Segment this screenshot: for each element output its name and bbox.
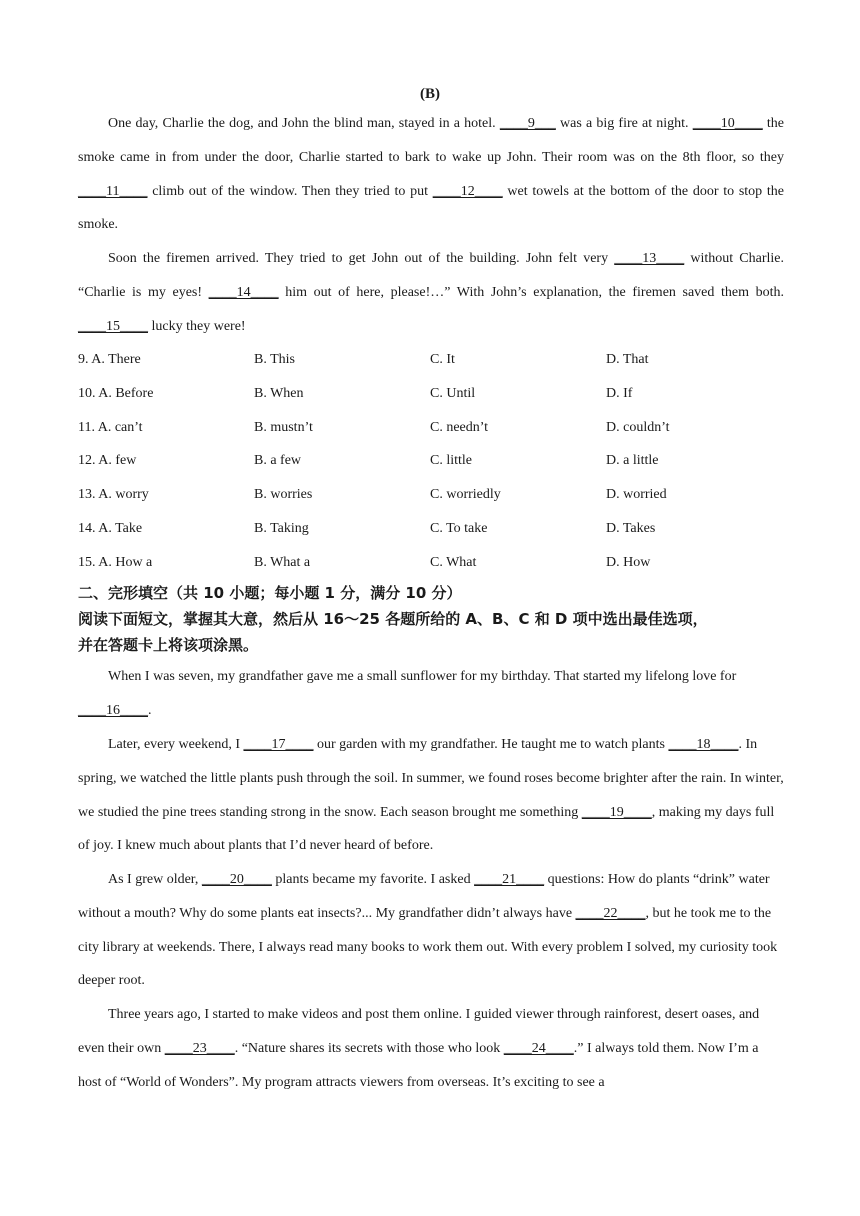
option-a: 10. A. Before bbox=[78, 385, 154, 401]
passage-text: climb out of the window. Then they tried to put bbox=[147, 183, 433, 199]
passage-text: the smoke came in from under the door, Charlie started to bark to wake up John. Their room was on the 8th floor, so they bbox=[78, 116, 785, 165]
option-row-13 bbox=[78, 478, 784, 512]
cloze-paragraph-1 bbox=[78, 660, 784, 728]
blank-16: ____16____ bbox=[78, 702, 148, 718]
blank-15: ____15____ bbox=[78, 318, 148, 334]
option-d: D. That bbox=[606, 352, 649, 367]
option-row-9 bbox=[78, 343, 784, 377]
blank-20: ____20____ bbox=[201, 872, 272, 887]
passage-text: When I was seven, my grandfather gave me a small sunflower for my birthday. That started my lifelong love for bbox=[108, 669, 737, 684]
option-a: 9. A. There bbox=[78, 352, 141, 367]
option-c: C. It bbox=[430, 352, 455, 367]
passage-text: Three years ago, I started to make videos and post them online. I guided viewer through rainforest, desert oases, and even their own bbox=[78, 1007, 760, 1056]
option-c: C. To take bbox=[430, 520, 488, 536]
option-d: D. couldn’t bbox=[606, 419, 670, 435]
option-d: D. a little bbox=[606, 453, 659, 469]
passage-text: lucky they were! bbox=[148, 318, 246, 334]
section-b-title: (B) bbox=[420, 86, 440, 102]
option-b: B. a few bbox=[254, 453, 302, 469]
passage-text: Later, every weekend, I bbox=[108, 737, 244, 752]
option-b: B. When bbox=[254, 385, 304, 401]
option-b: B. Taking bbox=[254, 520, 309, 536]
passage-text: , making my days full of joy. I knew much about plants that I’d never heard of before. bbox=[78, 804, 775, 854]
blank-23: ____23____ bbox=[164, 1040, 235, 1056]
passage-text: plants became my favorite. I asked bbox=[271, 872, 475, 887]
passage-text: As I grew older, bbox=[108, 872, 202, 887]
passage-text: wet towels at the bottom of the door to stop the smoke. bbox=[78, 183, 784, 233]
passage-text: was a big fire at night. bbox=[555, 116, 693, 131]
blank-10: ____10____ bbox=[692, 116, 763, 131]
passage-b-paragraph-2 bbox=[78, 242, 784, 343]
passage-text: him out of here, please!…” With John’s explanation, the firemen saved them both. bbox=[278, 284, 784, 300]
blank-24: ____24____ bbox=[503, 1040, 574, 1056]
option-c: C. needn’t bbox=[430, 419, 489, 435]
option-b: B. This bbox=[254, 352, 295, 367]
blank-19: ____19____ bbox=[581, 804, 652, 820]
option-a: 13. A. worry bbox=[78, 487, 149, 503]
option-d: D. How bbox=[606, 554, 651, 570]
answer-options bbox=[78, 343, 784, 580]
option-a: 15. A. How a bbox=[78, 554, 153, 570]
cloze-paragraph-2 bbox=[78, 728, 784, 863]
option-a: 14. A. Take bbox=[78, 520, 143, 536]
option-row-11 bbox=[78, 411, 784, 445]
passage-text: Soon the firemen arrived. They tried to get John out of the building. John felt very bbox=[108, 251, 615, 266]
option-d: D. worried bbox=[606, 487, 667, 503]
option-b: B. worries bbox=[254, 487, 313, 503]
blank-9: ____9___ bbox=[499, 116, 556, 131]
passage-b-paragraph-1 bbox=[78, 107, 784, 242]
blank-13: ____13____ bbox=[614, 251, 685, 266]
option-a: 11. A. can’t bbox=[78, 419, 143, 435]
option-row-10 bbox=[78, 377, 784, 411]
passage-text: . “Nature shares its secrets with those who look bbox=[234, 1040, 504, 1056]
option-a: 12. A. few bbox=[78, 453, 137, 469]
option-c: C. worriedly bbox=[430, 487, 501, 503]
option-c: C. Until bbox=[430, 385, 476, 401]
option-b: B. mustn’t bbox=[254, 419, 313, 435]
passage-text: , but he took me to the city library at weekends. There, I always read many books to work them out. With every problem I solved, my curiosity took deeper root. bbox=[78, 905, 778, 989]
blank-17: ____17____ bbox=[243, 737, 314, 752]
blank-21: ____21____ bbox=[474, 872, 545, 887]
option-d: D. Takes bbox=[606, 520, 656, 536]
passage-text: our garden with my grandfather. He taught me to watch plants bbox=[313, 737, 669, 752]
option-c: C. What bbox=[430, 554, 477, 570]
option-b: B. What a bbox=[254, 554, 311, 570]
option-row-12 bbox=[78, 444, 784, 478]
option-c: C. little bbox=[430, 453, 472, 469]
option-d: D. If bbox=[606, 385, 633, 401]
passage-text: without Charlie. “Charlie is my eyes! bbox=[78, 251, 784, 300]
option-row-14 bbox=[78, 512, 784, 546]
cloze-paragraph-4 bbox=[78, 998, 784, 1099]
blank-22: ____22____ bbox=[575, 905, 646, 921]
section-2-instruction-line-2: 并在答题卡上将该项涂黑。 bbox=[78, 636, 259, 654]
blank-18: ____18____ bbox=[668, 737, 739, 752]
passage-text: One day, Charlie the dog, and John the blind man, stayed in a hotel. bbox=[108, 116, 500, 131]
blank-11: ____11____ bbox=[78, 183, 148, 199]
passage-text: . In spring, we watched the little plants push through the soil. In summer, we found roses become brighter after the rain. In winter, we studied the pine trees standing strong in the snow. Each season brought me something bbox=[78, 737, 784, 820]
section-2-heading: 二、完形填空（共 10 小题；每小题 1 分，满分 10 分） bbox=[78, 584, 462, 602]
passage-text: . bbox=[148, 702, 152, 718]
blank-14: ____14____ bbox=[208, 284, 279, 300]
option-row-15 bbox=[78, 546, 784, 580]
blank-12: ____12____ bbox=[432, 183, 503, 199]
cloze-paragraph-3 bbox=[78, 863, 784, 998]
section-2-instruction-line-1: 阅读下面短文，掌握其大意，然后从 16～25 各题所给的 A、B、C 和 D 项中选出最佳选项， bbox=[78, 610, 708, 628]
passage-text: questions: How do plants “drink” water without a mouth? Why do some plants eat insects?... My grandfather didn’t always have bbox=[78, 872, 770, 921]
passage-text: .” I always told them. Now I’m a host of “World of Wonders”. My program attracts viewers from overseas. It’s exciting to see a bbox=[78, 1040, 759, 1090]
